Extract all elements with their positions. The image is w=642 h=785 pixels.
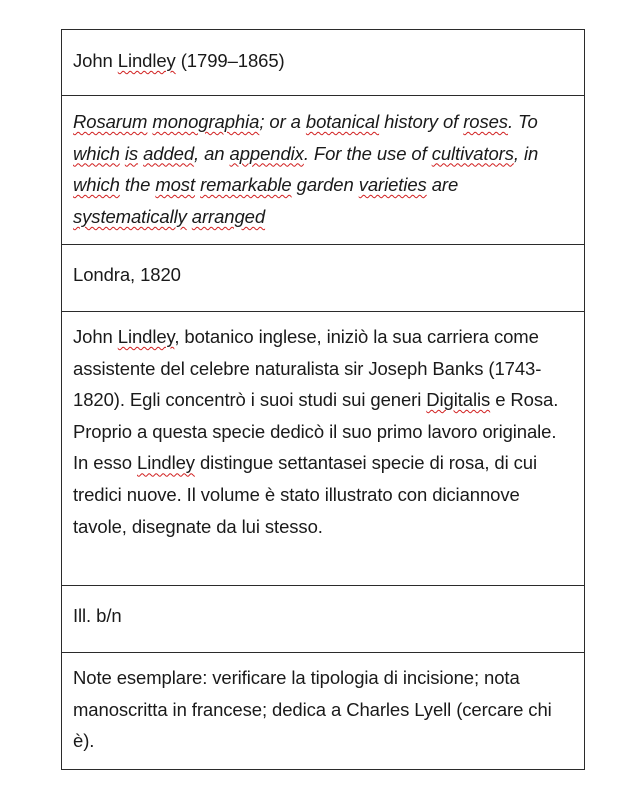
title-text: history of xyxy=(379,111,464,132)
description-cell[interactable] xyxy=(62,312,584,586)
title-word: remarkable xyxy=(200,174,292,196)
title-text: are xyxy=(426,174,459,196)
title-word: which xyxy=(73,174,120,196)
title-word: added xyxy=(143,142,195,164)
title-word: botanical xyxy=(305,111,380,132)
author-cell[interactable] xyxy=(62,30,584,96)
author-name: John xyxy=(73,50,113,71)
notes-text: Note esemplare: verificare la tipologia di incisione; nota manoscritta in francese; dedica a Charles Lyell (cercare chi è). xyxy=(73,667,552,752)
title-word: is xyxy=(124,142,139,164)
title-cell[interactable] xyxy=(62,96,584,245)
author-surname: Lindley xyxy=(117,50,176,71)
title-text: ; or a xyxy=(259,111,306,132)
title-word: most xyxy=(155,174,196,196)
title-text: , in xyxy=(513,142,539,164)
description-text: e Rosa. Proprio a questa specie dedicò il suo primo lavoro originale. In esso xyxy=(73,389,559,474)
description-word: Digitalis xyxy=(426,389,491,411)
title-word: roses xyxy=(463,111,508,132)
title-word: Rosarum xyxy=(73,111,148,132)
title-word: arranged xyxy=(191,205,266,227)
title-word: which xyxy=(73,142,120,164)
description-text: distingue settantasei specie di rosa, di cui tredici nuove. Il volume è stato illustrato con diciannove tavole, disegnate da lui stesso. xyxy=(73,452,537,537)
description-text: John xyxy=(73,326,118,347)
title-text: garden xyxy=(291,174,359,196)
title-word: appendix xyxy=(229,142,304,164)
title-text: . To xyxy=(507,111,538,132)
description-text: , botanico inglese, iniziò la sua carriera come assistente del celebre naturalista sir Joseph Banks (1743-1820). Egli concentrò i suoi studi sui generi xyxy=(73,326,542,411)
title-word: systematically xyxy=(73,205,187,227)
title-word: cultivators xyxy=(431,142,514,164)
author-dates: (1799–1865) xyxy=(180,50,285,71)
description-word: Lindley xyxy=(117,326,175,347)
title-text: the xyxy=(119,174,156,196)
title-text: , an xyxy=(194,142,230,164)
illustrations-cell[interactable] xyxy=(62,586,584,653)
imprint-text: Londra, 1820 xyxy=(73,264,181,285)
title-word: monographia xyxy=(152,111,260,132)
imprint-cell[interactable] xyxy=(62,245,584,312)
title-text: . For the use of xyxy=(303,142,432,164)
illustrations-text: Ill. b/n xyxy=(73,605,122,626)
notes-cell[interactable] xyxy=(62,653,584,769)
description-word: Lindley xyxy=(137,452,195,474)
title-word: varieties xyxy=(358,174,427,196)
catalog-table xyxy=(61,29,585,770)
